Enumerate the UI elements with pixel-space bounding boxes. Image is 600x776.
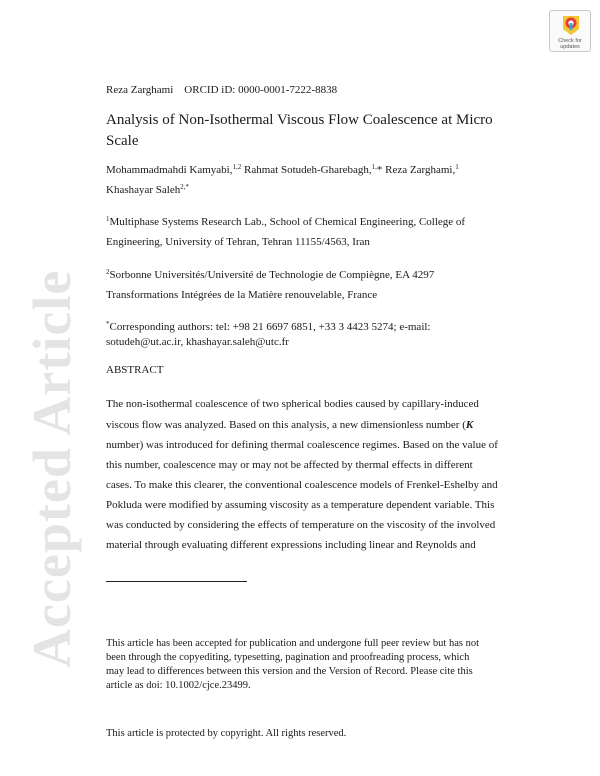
badge-label	[550, 38, 590, 50]
abstract-line-3: number) was introduced for defining thermal coalescence regimes. Based on the value of	[106, 439, 498, 451]
crossmark-icon	[561, 14, 581, 36]
abstract-line-1: The non-isothermal coalescence of two spherical bodies caused by capillary-induced	[106, 398, 479, 410]
author-list-line-2	[106, 183, 189, 197]
notice-line-3: may lead to differences between this version and the Version of Record. Please cite this	[106, 666, 473, 677]
notice-line-1: This article has been accepted for publication and undergone full peer review but has not	[106, 638, 480, 649]
correspondence-sup: *	[106, 320, 110, 328]
author-2-sup: 1,	[371, 163, 377, 171]
affiliation-1-text: Multiphase Systems Research Lab., School of Chemical Engineering, College of	[109, 216, 466, 228]
affiliation-2-sup: 2	[106, 268, 110, 276]
abstract-line-2	[106, 418, 473, 432]
footnote-divider	[106, 581, 247, 582]
correspondence-text: Corresponding authors: tel: +98 21 6697 6851, +33 3 4423 5274; e-mail:	[109, 321, 431, 333]
affiliation-1-line-1	[106, 215, 465, 229]
k-number-symbol: K	[465, 419, 474, 431]
author-3: * Reza Zarghami,	[376, 164, 456, 176]
author-1: Mohammadmahdi Kamyabi,	[106, 164, 233, 176]
abstract-line-6: Pokluda were modified by assuming viscosity as a temperature dependent variable. This	[106, 499, 495, 511]
title-line-1: Analysis of Non-Isothermal Viscous Flow Coalescence at Micro	[106, 112, 493, 128]
check-for-updates-badge[interactable]	[549, 10, 591, 52]
correspondence-emails: sotudeh@ut.ac.ir, khashayar.saleh@utc.fr	[106, 336, 289, 348]
affiliation-1-line-2: Engineering, University of Tehran, Tehran 11155/4563, Iran	[106, 236, 370, 248]
affiliation-1-sup: 1	[106, 215, 110, 223]
affiliation-2-line-1	[106, 268, 434, 282]
title-line-2: Scale	[106, 133, 139, 149]
abstract-line-8: material through evaluating different expressions including linear and Reynolds and	[106, 539, 476, 551]
author-list-line-1	[106, 163, 459, 177]
author-4-sup: 2,*	[180, 183, 189, 191]
abstract-line-2-text: viscous flow was analyzed. Based on this analysis, a new dimensionless number (	[106, 419, 466, 431]
correspondence-line-1	[106, 320, 431, 334]
badge-label-line1: Check for	[558, 38, 582, 44]
notice-line-2: been through the copyediting, typesetting, pagination and proofreading process, which	[106, 652, 470, 663]
author-orcid: Reza Zarghami ORCID iD: 0000-0001-7222-8838	[106, 84, 338, 96]
author-4: Khashayar Saleh	[106, 184, 181, 196]
abstract-heading: ABSTRACT	[106, 364, 164, 376]
copyright-footer: This article is protected by copyright. All rights reserved.	[106, 728, 347, 739]
abstract-line-4: this number, coalescence may or may not be affected by thermal effects in different	[106, 459, 473, 471]
abstract-line-5: cases. To make this clearer, the conventional coalescence models of Frenkel-Eshelby and	[106, 479, 498, 491]
author-3-sup: 1	[455, 163, 459, 171]
affiliation-2-line-2: Transformations Intégrées de la Matière renouvelable, France	[106, 289, 378, 301]
notice-doi: article as doi: 10.1002/cjce.23499.	[106, 680, 251, 691]
author-1-sup: 1,2	[232, 163, 242, 171]
accepted-article-watermark	[22, 128, 82, 668]
watermark-text: Accepted Article	[22, 269, 82, 668]
affiliation-2-text: Sorbonne Universités/Université de Technologie de Compiègne, EA 4297	[109, 269, 435, 281]
abstract-line-7: was conducted by considering the effects of temperature on the viscosity of the involved	[106, 519, 496, 531]
badge-label-line2: updates	[560, 44, 580, 50]
author-2: Rahmat Sotudeh-Gharebagh,	[241, 164, 372, 176]
